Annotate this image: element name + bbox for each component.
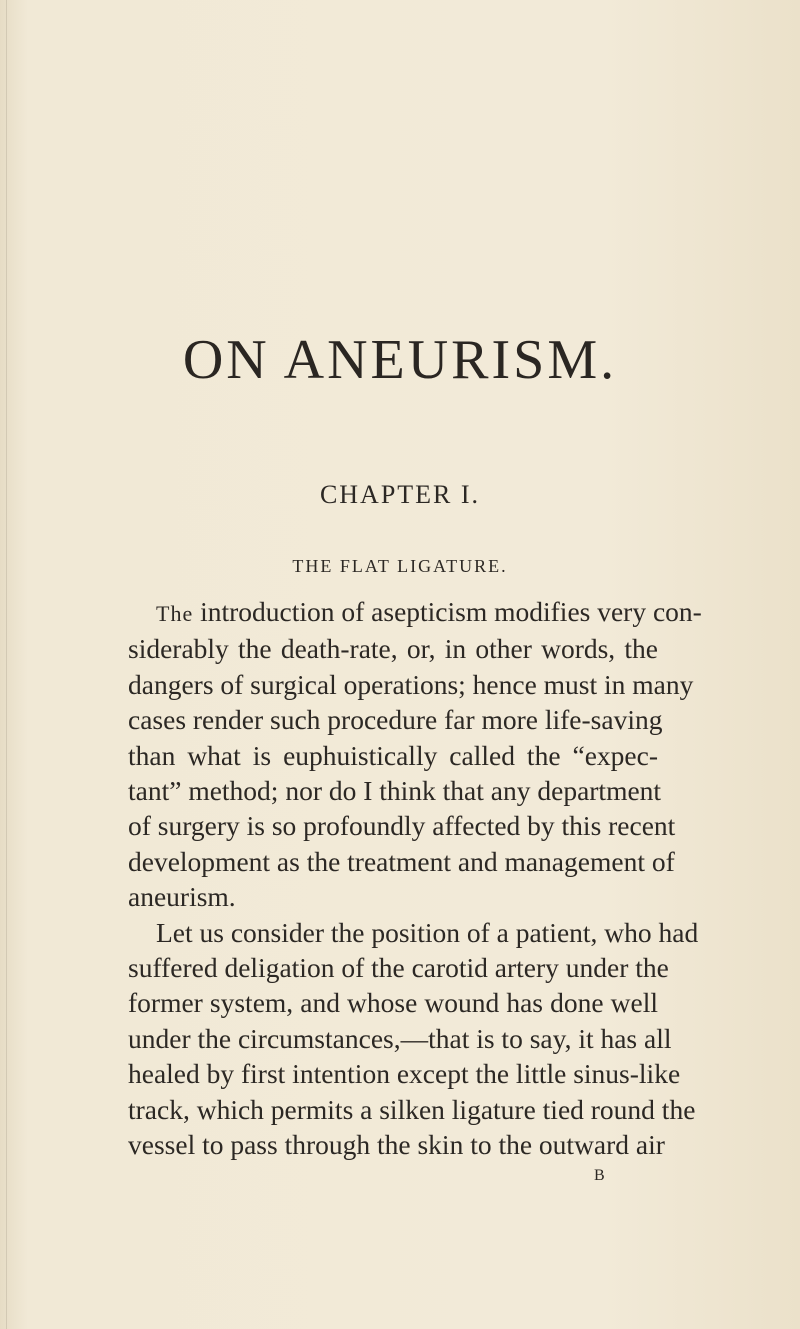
paragraph-2-line-6: track, which permits a silken ligature tied round the: [128, 1093, 696, 1125]
page-gutter-edge: [6, 0, 7, 1329]
section-heading: THE FLAT LIGATURE.: [292, 556, 508, 576]
paragraph-1-lead-word: The: [156, 601, 194, 626]
book-title: ON ANEURISM.: [182, 329, 618, 391]
paragraph-2-line-2: suffered deligation of the carotid artery under the: [128, 952, 669, 984]
paragraph-1-line-9: aneurism.: [128, 881, 236, 913]
paragraph-1-line-5: than what is euphuistically called the “expec-: [128, 739, 658, 771]
paragraph-1-line-7: of surgery is so profoundly affected by this recent: [128, 810, 676, 842]
paragraph-1-line-3: dangers of surgical operations; hence must in many: [128, 668, 694, 700]
body-text: [128, 594, 702, 1163]
paragraph-2-line-7: vessel to pass through the skin to the outward air: [128, 1129, 665, 1161]
chapter-heading: CHAPTER I.: [319, 480, 481, 509]
paragraph-1-line-2: siderably the death-rate, or, in other words, the: [128, 633, 658, 665]
paragraph-2-line-4: under the circumstances,—that is to say, it has all: [128, 1022, 672, 1054]
paragraph-1-line-1-text: introduction of asepticism modifies very con-: [193, 596, 702, 627]
signature-mark: B: [594, 1167, 605, 1184]
paragraph-1-line-6: tant” method; nor do I think that any department: [128, 775, 662, 807]
paragraph-2-line-5: healed by first intention except the little sinus-like: [128, 1058, 681, 1090]
paragraph-1-line-8: development as the treatment and management of: [128, 845, 675, 877]
paragraph-2-line-1: Let us consider the position of a patient, who had: [156, 916, 699, 948]
paragraph-2-line-3: former system, and whose wound has done well: [128, 987, 658, 1019]
paragraph-1-line-1: [128, 594, 702, 631]
paragraph-1-line-4: cases render such procedure far more life-saving: [128, 704, 663, 736]
